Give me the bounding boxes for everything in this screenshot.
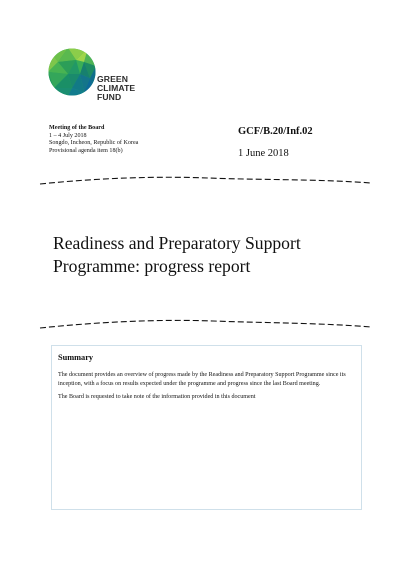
summary-paragraph: The document provides an overview of progress made by the Readiness and Preparatory Support Programme since its inception, with a focus on results expected under the programme and progress since the last Board meeting. — [58, 372, 346, 387]
globe-logo-icon — [48, 48, 96, 96]
meeting-info — [49, 125, 138, 155]
meeting-location: Songdo, Incheon, Republic of Korea — [49, 140, 139, 147]
summary-box — [51, 345, 362, 510]
logo-line-climate: CLIMATE — [97, 83, 136, 94]
logo-line-fund: FUND — [97, 92, 122, 103]
logo-line-green: GREEN — [97, 74, 129, 84]
meeting-title: Meeting of the Board — [49, 125, 105, 131]
meeting-dates: 1 – 4 July 2018 — [49, 132, 87, 139]
logo-wordmark — [97, 75, 135, 103]
meeting-agenda-item: Provisional agenda item 18(b) — [49, 147, 123, 154]
gcf-logo — [48, 48, 158, 108]
document-reference: GCF/B.20/Inf.02 — [238, 126, 313, 137]
summary-paragraph: The Board is requested to take note of the information provided in this document — [58, 393, 256, 400]
summary-heading: Summary — [58, 353, 94, 362]
wave-divider-bottom — [38, 318, 373, 332]
wave-divider-top — [38, 175, 373, 189]
summary-body — [58, 371, 356, 405]
document-title: Readiness and Preparatory Support Programme: progress report — [53, 233, 301, 276]
document-date: 1 June 2018 — [238, 148, 289, 159]
